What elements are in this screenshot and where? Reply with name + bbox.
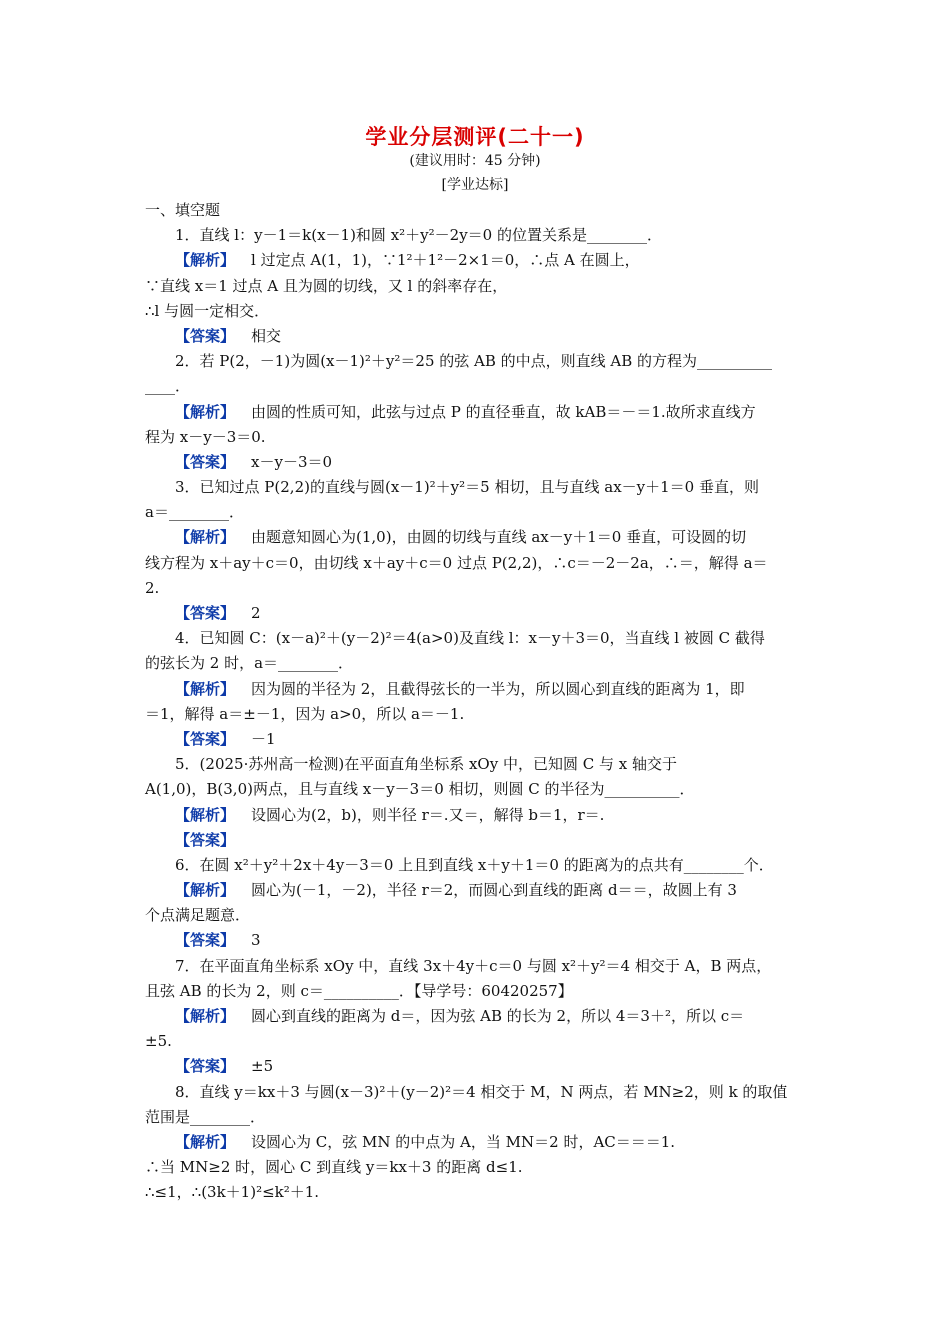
analysis-tag: 【解析】	[175, 1007, 236, 1025]
analysis-tag: 【解析】	[175, 402, 236, 421]
answer-tag: 【答案】	[175, 452, 236, 471]
analysis-text: 圆心为(－1，－2)，半径 r＝2，而圆心到直线的距离 d＝＝，故圆上有 3	[251, 881, 737, 900]
analysis-1-line-2: ∵直线 x＝1 过点 A 且为圆的切线，又 l 的斜率存在，	[145, 276, 508, 295]
question-5-line-2: A(1,0)，B(3,0)两点，且与直线 x－y－3＝0 相切，则圆 C 的半径为__________．	[145, 780, 695, 799]
analysis-tag: 【解析】	[175, 528, 236, 547]
analysis-tag: 【解析】	[175, 881, 236, 900]
document-body	[145, 198, 807, 1206]
analysis-6-line-1	[145, 878, 807, 903]
question-6: 6．在圆 x²＋y²＋2x＋4y－3＝0 上且到直线 x＋y＋1＝0 的距离为的点共有________个．	[175, 855, 774, 874]
question-7-line-1: 7．在平面直角坐标系 xOy 中，直线 3x＋4y＋c＝0 与圆 x²＋y²＝4 相交于 A，B 两点，	[175, 956, 772, 975]
answer-tag: 【答案】	[175, 830, 236, 849]
question-8-line-1: 8．直线 y＝kx＋3 与圆(x－3)²＋(y－2)²＝4 相交于 M，N 两点，若 MN≥2，则 k 的取值	[175, 1082, 788, 1101]
analysis-text: 因为圆的半径为 2，且截得弦长的一半为，所以圆心到直线的距离为 1，即	[251, 679, 745, 698]
analysis-7-line-2: ±5.	[145, 1032, 172, 1051]
analysis-tag: 【解析】	[175, 805, 236, 824]
answer-tag: 【答案】	[175, 604, 236, 622]
section-heading: 一、填空题	[145, 201, 221, 219]
analysis-1-line-3: ∴l 与圆一定相交．	[145, 301, 270, 320]
question-3-line-2: a＝________．	[145, 503, 244, 522]
analysis-6-line-2: 个点满足题意．	[145, 906, 251, 925]
answer-text: 3	[251, 931, 261, 950]
answer-3	[145, 601, 807, 626]
question-2-line-1: 2．若 P(2，－1)为圆(x－1)²＋y²＝25 的弦 AB 的中点，则直线 AB 的方程为__________	[175, 352, 773, 371]
analysis-8-line-1	[145, 1130, 807, 1155]
question-7-line-2: 且弦 AB 的长为 2，则 c＝__________．【导学号：60420257】	[145, 981, 573, 1000]
answer-5	[145, 828, 807, 853]
analysis-1-line-1	[145, 248, 807, 273]
analysis-3-line-1	[145, 525, 807, 550]
analysis-2-line-2: 程为 x－y－3＝0.	[145, 427, 266, 446]
analysis-text: 圆心到直线的距离为 d＝，因为弦 AB 的长为 2，所以 4＝3＋²，所以 c＝	[251, 1007, 745, 1025]
analysis-4-line-1	[145, 677, 807, 702]
analysis-tag: 【解析】	[175, 251, 236, 270]
answer-2	[145, 450, 807, 475]
question-4-line-1: 4．已知圆 C：(x－a)²＋(y－2)²＝4(a>0)及直线 l：x－y＋3＝0，当直线 l 被圆 C 截得	[175, 629, 765, 648]
analysis-2-line-1	[145, 400, 807, 425]
answer-text: 2	[251, 604, 261, 622]
time-hint: (建议用时：45 分钟)	[409, 153, 541, 169]
answer-text: －1	[251, 729, 276, 748]
analysis-text: 设圆心为 C，弦 MN 的中点为 A，当 MN＝2 时，AC＝＝＝1.	[251, 1132, 676, 1151]
analysis-3-line-3: 2.	[145, 578, 160, 597]
analysis-text: 由题意知圆心为(1,0)，由圆的切线与直线 ax－y＋1＝0 垂直，可设圆的切	[251, 528, 747, 547]
question-2-line-2: ____．	[145, 377, 191, 396]
question-8-line-2: 范围是________．	[145, 1107, 266, 1126]
analysis-8-line-2: ∴当 MN≥2 时，圆心 C 到直线 y＝kx＋3 的距离 d≤1.	[145, 1158, 523, 1177]
page-title: 学业分层测评(二十一)	[365, 125, 585, 149]
answer-tag: 【答案】	[175, 931, 236, 950]
analysis-tag: 【解析】	[175, 679, 236, 698]
analysis-8-line-3: ∴≤1，∴(3k＋1)²≤k²＋1.	[145, 1183, 320, 1202]
answer-text: x－y－3＝0	[251, 452, 333, 471]
answer-1	[145, 324, 807, 349]
answer-tag: 【答案】	[175, 729, 236, 748]
answer-4	[145, 727, 807, 752]
answer-6	[145, 928, 807, 953]
question-3-line-1: 3．已知过点 P(2,2)的直线与圆(x－1)²＋y²＝5 相切，且与直线 ax－y＋1＝0 垂直，则	[175, 478, 759, 497]
question-5-line-1: 5．(2025·苏州高一检测)在平面直角坐标系 xOy 中，已知圆 C 与 x 轴交于	[175, 755, 677, 774]
question-4-line-2: 的弦长为 2 时，a＝________．	[145, 654, 354, 673]
analysis-5-line-1	[145, 803, 807, 828]
analysis-text: 由圆的性质可知，此弦与过点 P 的直径垂直，故 kAB＝－＝1.故所求直线方	[251, 402, 756, 421]
level-label: [学业达标]	[441, 177, 509, 193]
analysis-text: l 过定点 A(1，1)，∵1²＋1²－2×1＝0，∴点 A 在圆上，	[251, 251, 640, 270]
analysis-text: 设圆心为(2，b)，则半径 r＝.又＝，解得 b＝1，r＝.	[251, 805, 605, 824]
analysis-4-line-2: ＝1，解得 a＝±－1，因为 a>0，所以 a＝－1.	[145, 704, 465, 723]
answer-text: ±5	[251, 1057, 274, 1076]
analysis-tag: 【解析】	[175, 1132, 236, 1151]
answer-tag: 【答案】	[175, 326, 236, 345]
answer-7	[145, 1054, 807, 1079]
analysis-3-line-2: 线方程为 x＋ay＋c＝0，由切线 x＋ay＋c＝0 过点 P(2,2)，∴c＝－2－2a，∴＝，解得 a＝	[145, 553, 768, 572]
answer-text: 相交	[251, 326, 282, 345]
answer-tag: 【答案】	[175, 1057, 236, 1076]
question-1: 1．直线 l：y－1＝k(x－1)和圆 x²＋y²－2y＝0 的位置关系是________．	[175, 226, 662, 245]
analysis-7-line-1	[145, 1004, 807, 1029]
